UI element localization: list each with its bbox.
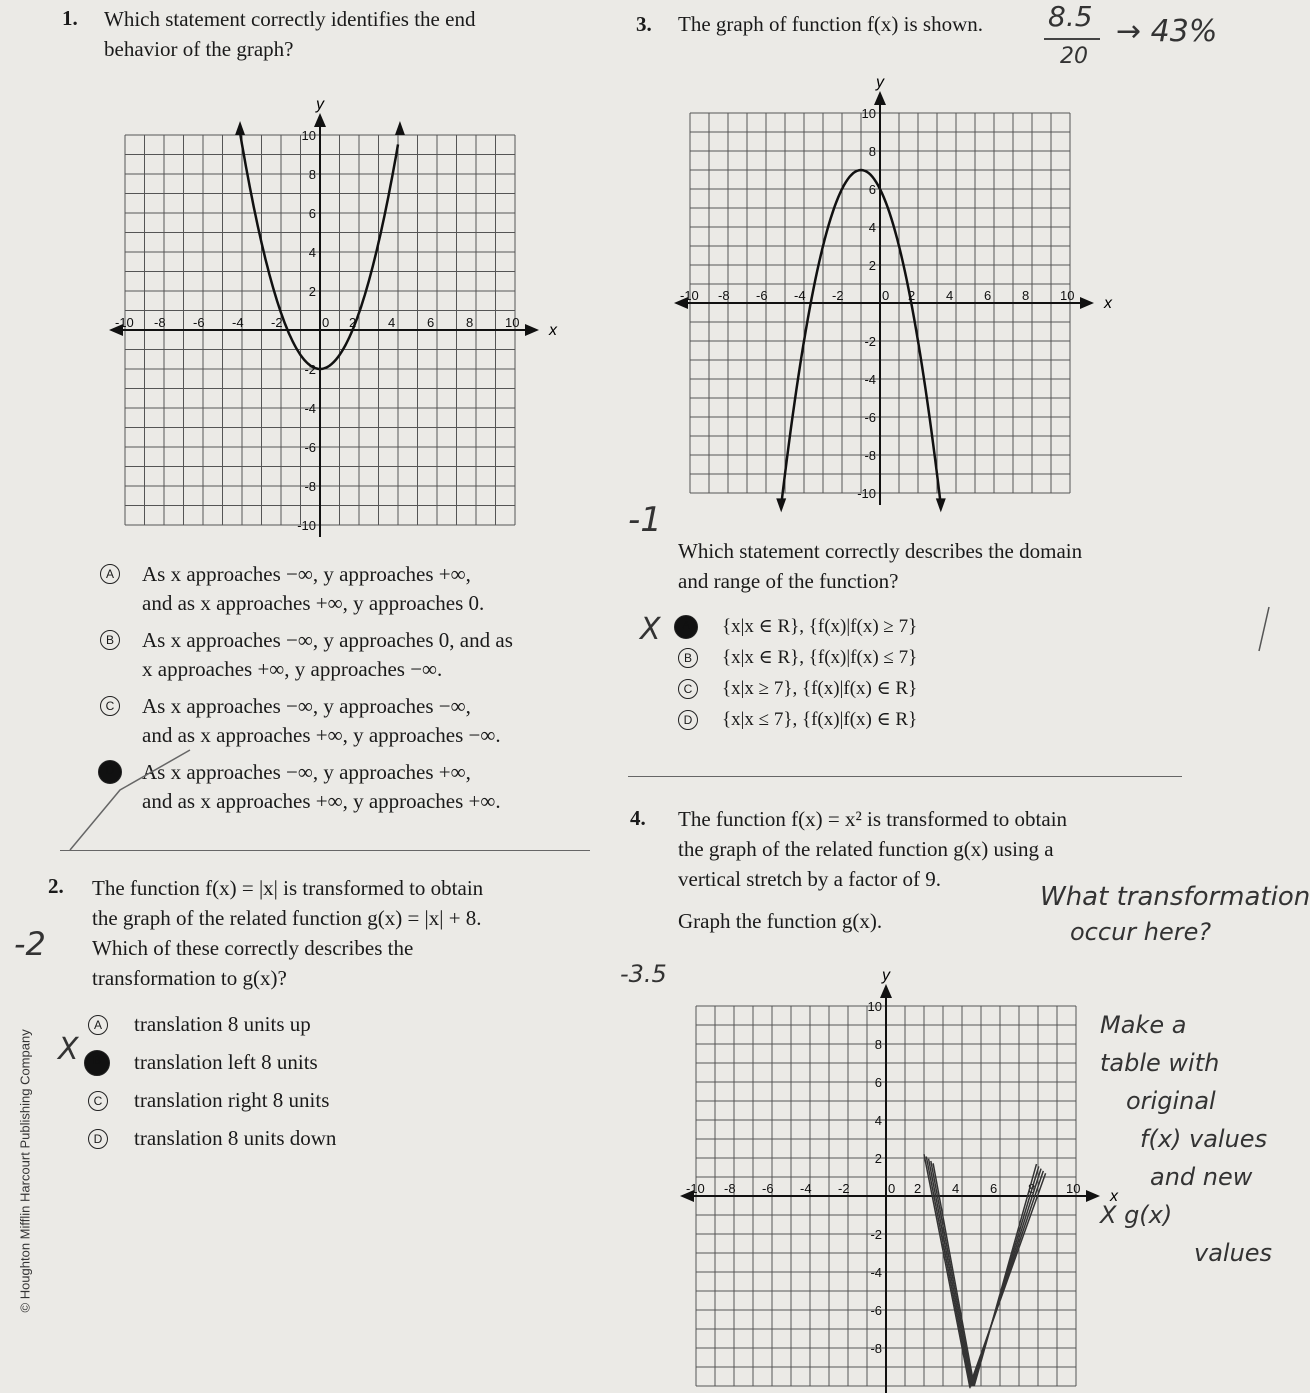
x-tick-label: -6 xyxy=(756,288,768,303)
x-tick-label: 8 xyxy=(1028,1181,1036,1196)
y-axis-arrow xyxy=(874,91,886,105)
x-tick-label: 0 xyxy=(322,315,330,330)
y-axis-arrow xyxy=(880,984,892,998)
q3-handwritten-percent: → 43% xyxy=(1116,14,1218,49)
y-tick-label: 6 xyxy=(308,206,316,221)
q4-note-line: table with xyxy=(1100,1049,1220,1077)
q1-option-c-line2: and as x approaches +∞, y approaches −∞. xyxy=(142,723,501,747)
q1-option-b-bubble[interactable]: B xyxy=(100,630,120,650)
q4-note-line: Make a xyxy=(1100,1011,1187,1039)
q4-note-line: values xyxy=(1194,1239,1273,1267)
y-tick-label: 10 xyxy=(867,999,882,1014)
q3-option-d[interactable] xyxy=(678,705,917,734)
x-tick-label: 2 xyxy=(914,1181,922,1196)
q3-option-d-text: {x|x ≤ 7}, {f(x)|f(x) ∈ R} xyxy=(722,709,918,730)
q2-prompt-line4: transformation to g(x)? xyxy=(92,966,287,990)
q1-option-b-line1: As x approaches −∞, y approaches 0, and as xyxy=(142,628,513,652)
y-tick-label: -6 xyxy=(304,440,316,455)
y-tick-label: -10 xyxy=(297,518,316,533)
y-tick-label: -4 xyxy=(864,372,876,387)
q1-option-d-line2: and as x approaches +∞, y approaches +∞. xyxy=(142,789,501,813)
x-tick-label: 0 xyxy=(888,1181,896,1196)
y-tick-label: 10 xyxy=(861,106,876,121)
q3-option-a-text: {x|x ∈ R}, {f(x)|f(x) ≥ 7} xyxy=(722,616,918,637)
x-tick-label: 2 xyxy=(908,288,916,303)
q4-handwritten-score: -3.5 xyxy=(620,960,667,988)
x-tick-label: 2 xyxy=(349,315,357,330)
q4-note-line: original xyxy=(1126,1087,1216,1115)
q1-curve-arrow-left xyxy=(235,121,245,135)
q3-question-line1: Which statement correctly describes the domain xyxy=(678,539,1083,563)
x-tick-label: -2 xyxy=(271,315,283,330)
x-tick-label: -8 xyxy=(154,315,166,330)
q3-option-a-bubble[interactable]: A xyxy=(674,615,698,639)
y-axis-label: y xyxy=(882,967,890,984)
q2-option-c-text: translation right 8 units xyxy=(134,1088,330,1112)
q3-divider xyxy=(628,776,1182,777)
q3-handwritten-fraction-bar xyxy=(1044,38,1100,40)
q4-handwritten-note-2: occur here? xyxy=(1070,918,1212,946)
x-axis-label: x xyxy=(549,322,557,339)
q1-number: 1. xyxy=(62,6,78,30)
y-axis-label: y xyxy=(876,74,884,91)
q3-pen-tick xyxy=(1255,605,1275,655)
q1-option-a-line1: As x approaches −∞, y approaches +∞, xyxy=(142,562,471,586)
q1-option-a-bubble[interactable]: A xyxy=(100,564,120,584)
x-tick-label: 10 xyxy=(1066,1181,1081,1196)
q2-option-d-bubble[interactable]: D xyxy=(88,1129,108,1149)
q4-handwritten-note-1: What transformation xyxy=(1040,882,1310,912)
q1-prompt xyxy=(104,4,475,64)
q1-option-b-line2: x approaches +∞, y approaches −∞. xyxy=(142,657,443,681)
q2-option-a-text: translation 8 units up xyxy=(134,1012,311,1036)
q3-question-line2: and range of the function? xyxy=(678,569,899,593)
q3-option-b-bubble[interactable]: B xyxy=(678,648,698,668)
q1-option-a-line2: and as x approaches +∞, y approaches 0. xyxy=(142,591,485,615)
x-axis-label: x xyxy=(1104,295,1112,312)
x-tick-label: -6 xyxy=(193,315,205,330)
q1-option-c-line1: As x approaches −∞, y approaches −∞, xyxy=(142,694,471,718)
y-axis-label: y xyxy=(316,96,324,113)
x-tick-label: 4 xyxy=(952,1181,960,1196)
y-tick-label: -2 xyxy=(870,1227,882,1242)
q2-prompt-line2: the graph of the related function g(x) = |x| + 8. xyxy=(92,906,482,930)
x-tick-label: -10 xyxy=(115,315,134,330)
q3-option-d-bubble[interactable]: D xyxy=(678,710,698,730)
x-tick-label: 6 xyxy=(990,1181,998,1196)
q4-prompt-line3: vertical stretch by a factor of 9. xyxy=(678,867,941,891)
q2-number: 2. xyxy=(48,874,64,898)
x-tick-label: 10 xyxy=(505,315,520,330)
x-tick-label: -2 xyxy=(832,288,844,303)
q1-option-d-line1: As x approaches −∞, y approaches +∞, xyxy=(142,760,471,784)
q4-prompt xyxy=(678,804,1067,936)
y-tick-label: 4 xyxy=(874,1113,882,1128)
y-tick-label: -4 xyxy=(304,401,316,416)
q1-pen-stroke xyxy=(60,740,200,860)
x-tick-label: 4 xyxy=(946,288,954,303)
q4-note-line: f(x) values xyxy=(1140,1125,1268,1153)
x-tick-label: 0 xyxy=(882,288,890,303)
q1-divider xyxy=(60,850,590,851)
q3-handwritten-score: 8.5 xyxy=(1048,0,1093,33)
y-tick-label: 8 xyxy=(308,167,316,182)
y-tick-label: 4 xyxy=(308,245,316,260)
q3-option-b-text: {x|x ∈ R}, {f(x)|f(x) ≤ 7} xyxy=(722,647,918,668)
q3-prompt: The graph of function f(x) is shown. xyxy=(678,12,984,36)
y-tick-label: 10 xyxy=(301,128,316,143)
x-tick-label: -4 xyxy=(794,288,806,303)
q2-option-d-text: translation 8 units down xyxy=(134,1126,337,1150)
q4-prompt-line4: Graph the function g(x). xyxy=(678,909,883,933)
x-tick-label: -10 xyxy=(686,1181,705,1196)
q2-option-b-text: translation left 8 units xyxy=(134,1050,318,1074)
publisher-credit: © Houghton Mifflin Harcourt Publishing Company xyxy=(17,1029,33,1313)
q2-option-c[interactable] xyxy=(88,1086,336,1115)
q3-option-a[interactable] xyxy=(678,612,917,641)
y-tick-label: 2 xyxy=(308,284,316,299)
x-tick-label: -4 xyxy=(800,1181,812,1196)
q3-handwritten-mark: X xyxy=(640,612,661,647)
q4-number: 4. xyxy=(630,806,646,830)
q1-curve-arrow-right xyxy=(395,121,405,135)
y-tick-label: 8 xyxy=(874,1037,882,1052)
q3-option-b[interactable] xyxy=(678,643,917,672)
q1-prompt-line1: Which statement correctly identifies the end xyxy=(104,7,476,31)
q4-prompt-line1: The function f(x) = x² is transformed to obtain xyxy=(678,807,1068,831)
q1-option-b[interactable] xyxy=(100,626,513,684)
q4-prompt-line2: the graph of the related function g(x) using a xyxy=(678,837,1054,861)
q4-note-line: X g(x) xyxy=(1100,1201,1173,1229)
q2-handwritten-mark: X xyxy=(58,1032,79,1067)
y-tick-label: 4 xyxy=(868,220,876,235)
x-tick-label: -8 xyxy=(718,288,730,303)
q3-handwritten-total: 20 xyxy=(1060,44,1088,69)
q4-note-line: and new xyxy=(1150,1163,1253,1191)
x-axis-label: x xyxy=(1110,1188,1118,1205)
x-tick-label: 8 xyxy=(466,315,474,330)
q3-option-c-text: {x|x ≥ 7}, {f(x)|f(x) ∈ R} xyxy=(722,678,918,699)
q1-prompt-line2: behavior of the graph? xyxy=(104,37,294,61)
q2-handwritten-score: -2 xyxy=(14,925,46,963)
q3-curve-arrow-left xyxy=(776,498,786,512)
q2-option-a[interactable] xyxy=(88,1010,336,1039)
q2-prompt xyxy=(92,873,483,993)
x-tick-label: 10 xyxy=(1060,288,1075,303)
q2-prompt-line3: Which of these correctly describes the xyxy=(92,936,414,960)
q4-graph xyxy=(683,958,1143,1393)
y-tick-label: -8 xyxy=(870,1341,882,1356)
y-tick-label: -10 xyxy=(857,486,876,501)
x-tick-label: -6 xyxy=(762,1181,774,1196)
x-tick-label: 4 xyxy=(388,315,396,330)
q3-curve-arrow-right xyxy=(936,498,946,512)
q3-option-c-bubble[interactable]: C xyxy=(678,679,698,699)
q3-options xyxy=(678,612,917,734)
q4-student-line xyxy=(926,1156,1043,1386)
y-tick-label: 6 xyxy=(874,1075,882,1090)
y-tick-label: -2 xyxy=(304,362,316,377)
y-tick-label: -8 xyxy=(304,479,316,494)
x-tick-label: 8 xyxy=(1022,288,1030,303)
q2-option-b-bubble[interactable]: B xyxy=(84,1050,110,1076)
q3-graph xyxy=(680,58,1150,508)
y-tick-label: 2 xyxy=(874,1151,882,1166)
q2-option-b[interactable] xyxy=(88,1048,336,1077)
y-tick-label: -6 xyxy=(864,410,876,425)
q2-option-c-bubble[interactable]: C xyxy=(88,1091,108,1111)
x-tick-label: 6 xyxy=(427,315,435,330)
q2-options xyxy=(88,1010,336,1153)
q2-option-a-bubble[interactable]: A xyxy=(88,1015,108,1035)
q1-option-d-bubble[interactable]: D xyxy=(98,760,122,784)
x-tick-label: 6 xyxy=(984,288,992,303)
x-tick-label: -2 xyxy=(838,1181,850,1196)
q3-question xyxy=(678,536,1082,596)
q3-handwritten-minus: -1 xyxy=(628,500,662,540)
x-tick-label: -8 xyxy=(724,1181,736,1196)
q1-option-a[interactable] xyxy=(100,560,513,618)
y-tick-label: 2 xyxy=(868,258,876,273)
x-tick-label: -10 xyxy=(680,288,699,303)
q3-number: 3. xyxy=(636,12,652,36)
y-axis-arrow xyxy=(314,113,326,127)
q1-graph xyxy=(105,75,575,533)
x-tick-label: -4 xyxy=(232,315,244,330)
y-tick-label: -6 xyxy=(870,1303,882,1318)
q3-option-c[interactable] xyxy=(678,674,917,703)
y-tick-label: -2 xyxy=(864,334,876,349)
y-tick-label: 8 xyxy=(868,144,876,159)
y-tick-label: -4 xyxy=(870,1265,882,1280)
y-tick-label: -8 xyxy=(864,448,876,463)
y-tick-label: 6 xyxy=(868,182,876,197)
q1-option-c-bubble[interactable]: C xyxy=(100,696,120,716)
q2-prompt-line1: The function f(x) = |x| is transformed to obtain xyxy=(92,876,484,900)
q2-option-d[interactable] xyxy=(88,1124,336,1153)
